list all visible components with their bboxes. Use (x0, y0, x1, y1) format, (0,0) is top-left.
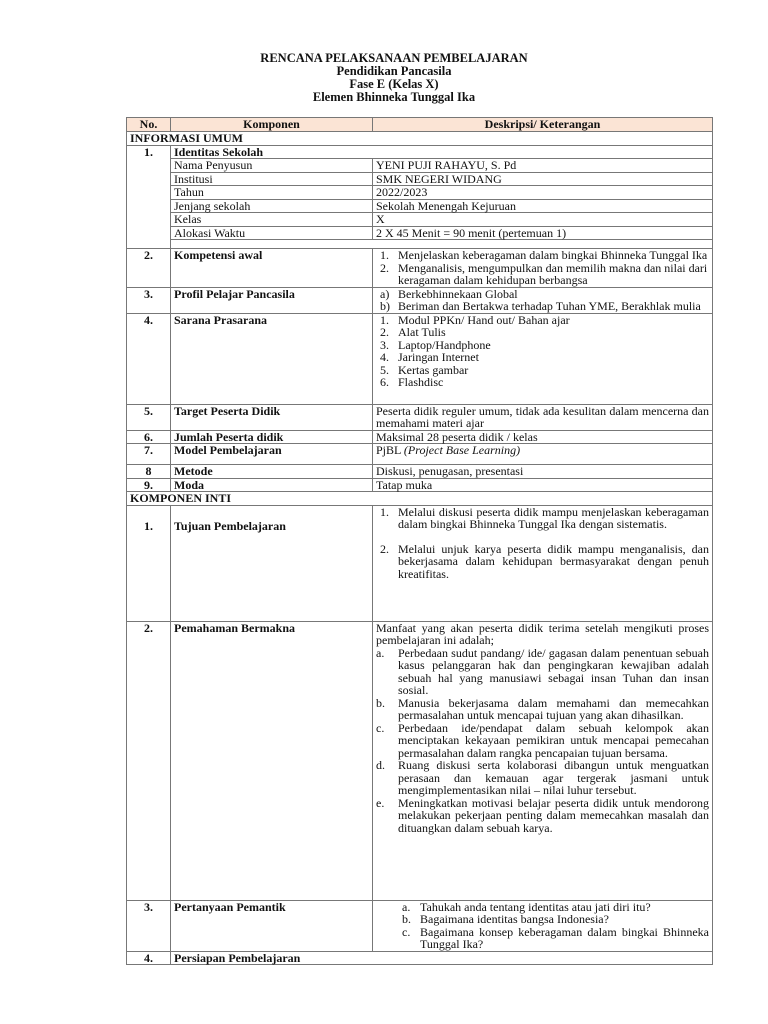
row-desc (373, 621, 713, 900)
row-number: 4. (127, 951, 171, 965)
list-item: e. Meningkatkan motivasi belajar peserta didik untuk mendorong melakukan pekerjaan penting dalam memecahkan masalah dan dituangkan dalam sebuah karya. (376, 795, 709, 835)
row-metode (127, 465, 713, 479)
row-label: Kompetensi awal (171, 249, 373, 288)
list-item: a. Perbedaan sudut pandang/ ide/ gagasan dalam penentuan sebuah kasus pelanggaran hak dan pengingkaran kewajiban adalah sebuah hal yang manusiawi sebagai insan Tuhan dan insan sosial. (376, 645, 709, 697)
list-item: 2. Alat Tulis (380, 325, 446, 339)
document-title-block (0, 52, 768, 104)
field-label: Institusi (171, 172, 373, 186)
row-number: 4. (127, 313, 171, 404)
row-number: 1. (127, 505, 171, 621)
row-sarana (127, 313, 713, 404)
table-row (127, 213, 713, 227)
table-header-row (127, 118, 713, 132)
row-number: 7. (127, 444, 171, 465)
row-desc (373, 900, 713, 951)
field-value: X (373, 213, 713, 227)
row-number: 5. (127, 404, 171, 430)
row-number: 2. (127, 249, 171, 288)
row-moda (127, 478, 713, 492)
table-row (127, 199, 713, 213)
row-label: Target Peserta Didik (171, 404, 373, 430)
col-komponen: Komponen (171, 118, 373, 132)
row-desc: Diskusi, penugasan, presentasi (373, 465, 713, 479)
row-number: 8 (127, 465, 171, 479)
field-value: YENI PUJI RAHAYU, S. Pd (373, 159, 713, 173)
field-label: Jenjang sekolah (171, 199, 373, 213)
row-label: Pemahaman Bermakna (171, 621, 373, 900)
row-pemantik (127, 900, 713, 951)
row-number: 6. (127, 430, 171, 444)
row-pemahaman (127, 621, 713, 900)
row-kompetensi (127, 249, 713, 288)
list-item: c. Perbedaan ide/pendapat dalam sebuah kelompok akan menciptakan kekayaan pemikiran untuk mencapai pemecahan permasalahan dalam rangka pencapaian tujuan bersama. (376, 720, 709, 760)
table-row (127, 172, 713, 186)
row-tujuan (127, 505, 713, 621)
list-item: a) Berkebhinnekaan Global (380, 286, 518, 301)
section-komponen-inti (127, 492, 713, 506)
row-desc: Maksimal 28 peserta didik / kelas (373, 430, 713, 444)
field-label: Tahun (171, 186, 373, 200)
row-number: 3. (127, 287, 171, 313)
list-item: 6. Flashdisc (380, 375, 444, 389)
row-number: 2. (127, 621, 171, 900)
list-item: 3. Laptop/Handphone (380, 337, 491, 352)
col-no: No. (127, 118, 171, 132)
title-line-1: RENCANA PELAKSANAAN PEMBELAJARAN (260, 51, 528, 65)
table-row (127, 159, 713, 173)
row-label: Metode (171, 465, 373, 479)
row-desc (373, 287, 713, 313)
section-label: INFORMASI UMUM (127, 132, 713, 146)
field-label: Nama Penyusun (171, 159, 373, 173)
field-label: Alokasi Waktu (171, 226, 373, 240)
rpp-table (126, 117, 713, 965)
row-jumlah (127, 430, 713, 444)
list-item: 2. Melalui unjuk karya peserta didik mampu menganalisis, dan bekerjasama dalam kehidupan bermasyarakat dengan penuh kreatifitas. (380, 541, 709, 581)
title-line-2: Pendidikan Pancasila (336, 64, 452, 78)
section-label: KOMPONEN INTI (127, 492, 713, 506)
row-label: Tujuan Pembelajaran (171, 505, 373, 621)
list-item: 1. Modul PPKn/ Hand out/ Bahan ajar (380, 312, 570, 327)
row-label: Pertanyaan Pemantik (171, 900, 373, 951)
field-label: Kelas (171, 213, 373, 227)
row-number: 9. (127, 478, 171, 492)
list-item: d. Ruang diskusi serta kolaborasi dibangun untuk menguatkan perasaan dan kemauan agar tergerak jasmani untuk mengimplementasikan nilai – nilai luhur tersebut. (376, 758, 709, 797)
list-item: 2. Menganalisis, mengumpulkan dan memilih makna dan nilai dari keragaman dalam kehidupan berbangsa (380, 260, 708, 287)
row-desc: Tatap muka (373, 478, 713, 492)
row-model (127, 444, 713, 465)
title-line-4: Elemen Bhinneka Tunggal Ika (312, 90, 476, 104)
list-item: 4. Jaringan Internet (380, 350, 479, 364)
list-item: 5. Kertas gambar (380, 362, 469, 377)
list-item: 1. Melalui diskusi peserta didik mampu menjelaskan keberagaman dalam bingkai Bhinneka Tunggal Ika dengan sistematis. (380, 504, 709, 531)
row-label: Sarana Prasarana (171, 313, 373, 404)
title-line-3: Fase E (Kelas X) (349, 77, 439, 91)
list-item: 1. Menjelaskan keberagaman dalam bingkai Bhinneka Tunggal Ika (380, 248, 708, 262)
col-deskripsi: Deskripsi/ Keterangan (373, 118, 713, 132)
row-number: 3. (127, 900, 171, 951)
field-value: 2022/2023 (373, 186, 713, 200)
table-row (127, 226, 713, 240)
row-persiapan (127, 951, 713, 965)
field-value: Sekolah Menengah Kejuruan (373, 199, 713, 213)
row-desc: PjBL (Project Base Learning) (373, 444, 713, 465)
row-label: Jumlah Peserta didik (171, 430, 373, 444)
row-identitas (127, 145, 713, 159)
row-number: 1. (127, 145, 171, 249)
intro-text: Manfaat yang akan peserta didik terima setelah mengikuti proses pembelajaran ini adalah; (376, 620, 709, 647)
list-item: b. Manusia bekerjasama dalam memahami dan memecahkan permasalahan untuk mencapai tujuan yang akan dihasilkan. (376, 695, 709, 722)
field-value: SMK NEGERI WIDANG (373, 172, 713, 186)
row-label: Profil Pelajar Pancasila (171, 287, 373, 313)
table-row (127, 186, 713, 200)
row-label: Identitas Sekolah (171, 145, 713, 159)
section-informasi-umum (127, 132, 713, 146)
list-item: a. Tahukah anda tentang identitas atau jati diri itu? (402, 899, 651, 914)
row-label: Moda (171, 478, 373, 492)
row-desc (373, 505, 713, 621)
row-desc: Peserta didik reguler umum, tidak ada kesulitan dalam mencerna dan memahami materi ajar (373, 404, 713, 430)
row-label: Model Pembelajaran (171, 444, 373, 465)
row-desc (373, 249, 713, 288)
list-item: b) Beriman dan Bertakwa terhadap Tuhan YME, Berakhlak mulia (380, 299, 701, 313)
row-profil (127, 287, 713, 313)
field-value: 2 X 45 Menit = 90 menit (pertemuan 1) (373, 226, 713, 240)
row-target (127, 404, 713, 430)
list-item: b. Bagaimana identitas bangsa Indonesia? (402, 912, 609, 926)
row-desc (373, 313, 713, 404)
list-item: c. Bagaimana konsep keberagaman dalam bingkai Bhinneka Tunggal Ika? (402, 924, 709, 951)
row-label: Persiapan Pembelajaran (171, 951, 713, 965)
